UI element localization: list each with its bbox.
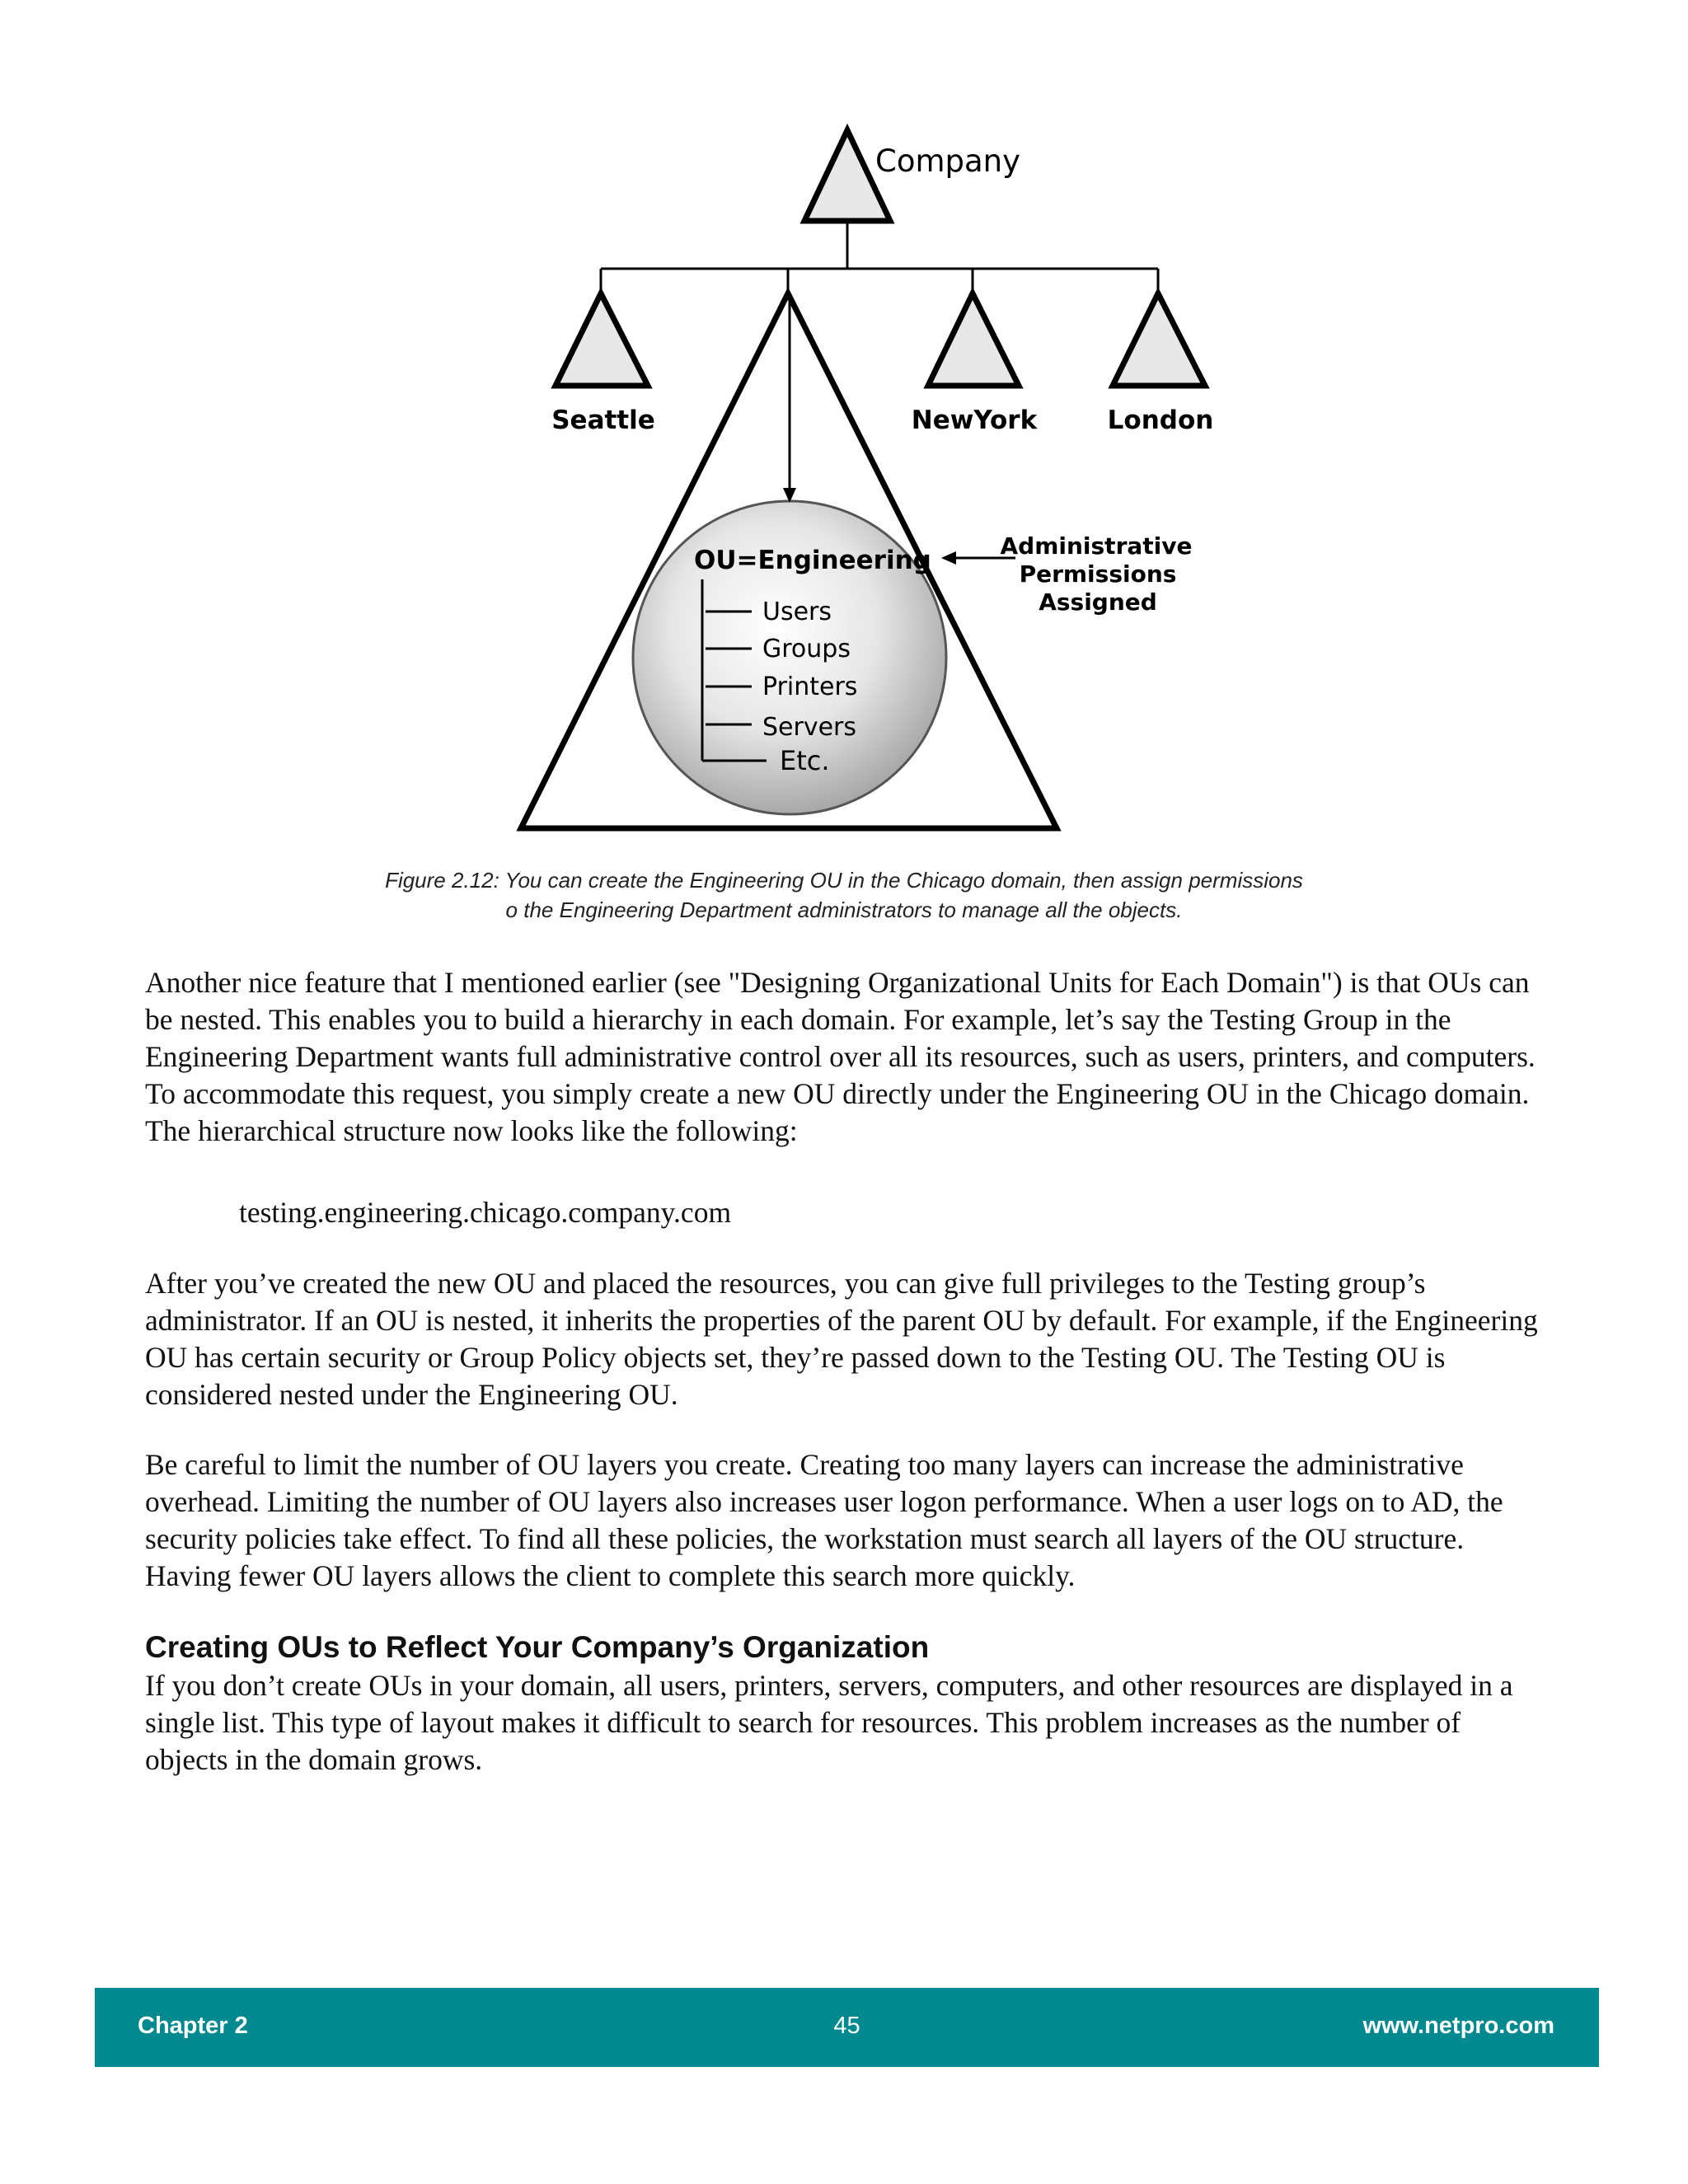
paragraph-limit-layers: Be careful to limit the number of OU layers you create. Creating too many layers can increase the administrative overhead. Limiting the number of OU layers also increases user logon performance. When a user logs on to AD, the security policies take effect. To find all these policies, the workstation must search all layers of the OU structure. Having fewer OU layers allows the client to complete this search more quickly. <box>145 1448 1503 1592</box>
paragraph-nested-ous: Another nice feature that I mentioned earlier (see "Designing Organizational Units for Each Domain") is that OUs can be nested. This enables you to build a hierarchy in each domain. For example, let’s say the Testing Group in the Engineering Department wants full administrative control over all its resources, such as users, printers, and computers. To accommodate this request, you simply create a new OU directly under the Engineering OU in the Chicago domain. The hierarchical structure now looks like the following: <box>145 966 1536 1147</box>
section-heading: Creating OUs to Reflect Your Company’s Organization <box>145 1630 930 1664</box>
domain-label-seattle: Seattle <box>551 405 655 435</box>
london-triangle <box>1113 293 1205 386</box>
figure-caption-line1: Figure 2.12: You can create the Engineering OU in the Chicago domain, then assign permissions <box>385 868 1303 893</box>
ou-item-printers: Printers <box>762 673 858 701</box>
newyork-triangle <box>928 293 1019 386</box>
admin-label-line2: Permissions <box>1019 560 1177 588</box>
domain-label-london: London <box>1107 405 1214 435</box>
ou-item-users: Users <box>762 598 832 626</box>
ou-label: OU=Engineering <box>694 546 931 575</box>
hierarchy-connectors <box>601 223 1158 293</box>
ou-item-etc: Etc. <box>780 745 830 776</box>
seattle-triangle <box>556 293 648 386</box>
admin-arrowhead <box>941 551 956 565</box>
footer-url[interactable]: www.netpro.com <box>1362 2013 1554 2039</box>
admin-label-line3: Assigned <box>1039 588 1157 616</box>
page-footer <box>95 1988 1599 2067</box>
company-label: Company <box>875 143 1021 179</box>
footer-chapter: Chapter 2 <box>138 2013 248 2039</box>
section-paragraph: If you don’t create OUs in your domain, all users, printers, servers, computers, and other resources are displayed in a single list. This type of layout makes it difficult to search for resources. This problem increases as the number of objects in the domain grows. <box>145 1669 1513 1776</box>
footer-page-number: 45 <box>833 2013 860 2039</box>
ou-item-servers: Servers <box>762 713 857 742</box>
example-dn-path: testing.engineering.chicago.company.com <box>239 1196 732 1229</box>
ou-item-groups: Groups <box>762 635 851 663</box>
paragraph-inheritance: After you’ve created the new OU and placed the resources, you can give full privileges to the Testing group’s administrator. If an OU is nested, it inherits the properties of the parent OU by default. For example, if the Engineering OU has certain security or Group Policy objects set, they’re passed down to the Testing OU. The Testing OU is considered nested under the Engineering OU. <box>145 1267 1538 1411</box>
domain-label-newyork: NewYork <box>911 405 1038 435</box>
admin-label-line1: Administrative <box>1000 532 1193 560</box>
figure-caption-line2: o the Engineering Department administrators to manage all the objects. <box>505 898 1183 922</box>
ou-hierarchy-diagram <box>0 0 1688 874</box>
